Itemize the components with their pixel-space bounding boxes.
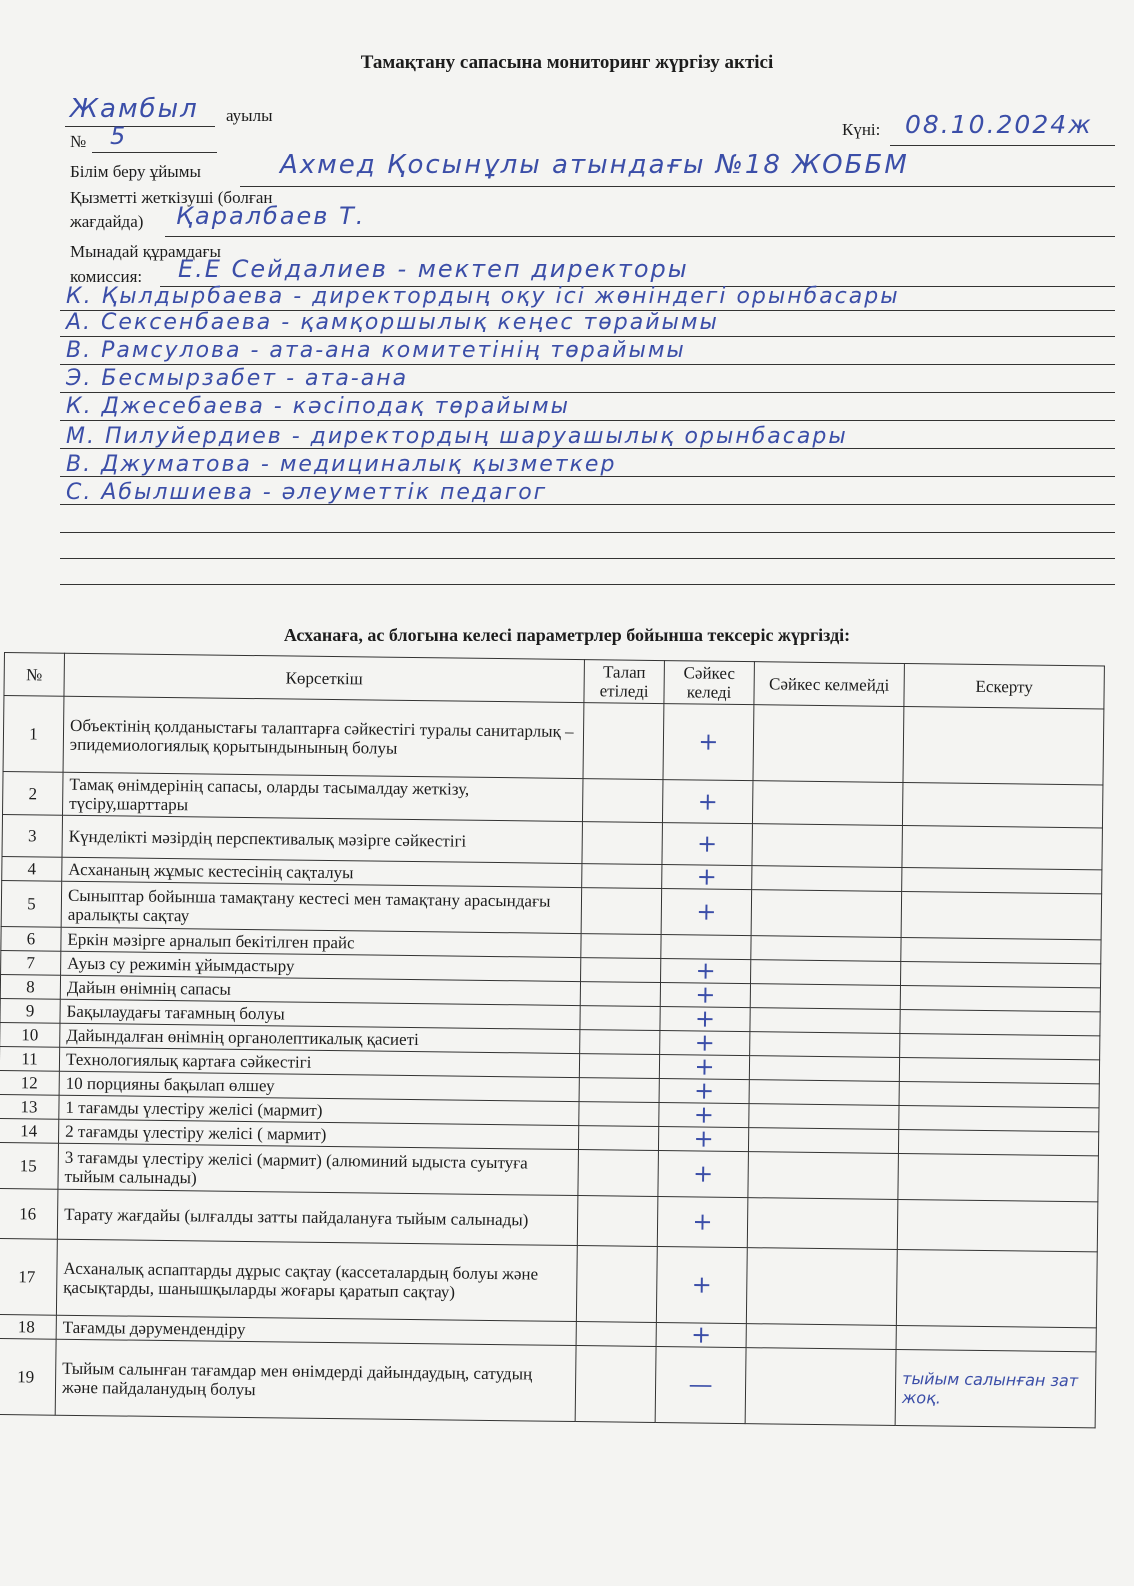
row-note: тыйым салынған зат жоқ. <box>895 1349 1096 1427</box>
row-indicator: Тыйым салынған тағамдар мен өнімдерді дайындаудың, сатудың және пайдаланудың болуы <box>55 1339 576 1421</box>
village-underline <box>65 126 215 127</box>
commission-rule-12 <box>60 584 1115 585</box>
row-noncompliant <box>746 1248 897 1326</box>
provider-value: Қаралбаев Т. <box>176 202 366 230</box>
row-compliant-mark: + <box>659 1079 749 1104</box>
row-required <box>583 703 664 780</box>
row-required <box>579 1102 659 1127</box>
commission-member-4: В. Рамсулова - ата-ана комитетінің төрайымы <box>66 338 686 363</box>
row-num: 13 <box>0 1094 59 1119</box>
row-indicator: Тамақ өнімдерінің сапасы, оларды тасымалдау жеткізу, түсіру,шарттары <box>63 772 583 821</box>
row-note <box>900 985 1100 1011</box>
row-indicator: Технологиялық картаға сәйкестігі <box>59 1047 579 1077</box>
row-required <box>581 934 661 959</box>
row-noncompliant <box>750 1032 900 1058</box>
row-compliant-mark: + <box>661 959 751 984</box>
date-value: 08.10.2024ж <box>905 110 1093 139</box>
row-required <box>576 1246 657 1323</box>
row-required <box>580 1030 660 1055</box>
row-required <box>580 1006 660 1031</box>
row-indicator: Ауыз су режимін ұйымдастыру <box>61 951 581 981</box>
row-indicator: Объектінің қолданыстағы талаптарға сәйкестігі туралы санитарлық – эпидемиологиялық қорытындынының болуы <box>63 696 584 778</box>
row-required <box>581 958 661 983</box>
commission-label-line1: Мынадай құрамдағы <box>70 242 221 261</box>
row-indicator: Еркін мәзірге арналып бекітілген прайс <box>61 927 581 957</box>
village-label: ауылы <box>226 106 273 125</box>
commission-member-7: М. Пилуйердиев - директордың шаруашылық орынбасары <box>66 424 848 449</box>
header-num: № <box>4 653 65 697</box>
commission-member-8: В. Джуматова - медициналық қызметкер <box>66 452 617 477</box>
row-indicator: Күнделікті мәзірдің перспективалық мәзірге сәйкестігі <box>62 815 582 863</box>
row-note <box>900 1033 1100 1059</box>
row-compliant-mark: + <box>660 983 750 1008</box>
row-num: 7 <box>1 950 61 975</box>
commission-member-3: А. Сексенбаева - қамқоршылық кеңес төрайымы <box>66 310 719 335</box>
header-compliant: Сәйкес келеді <box>664 661 755 705</box>
row-noncompliant <box>745 1348 896 1426</box>
commission-rule-11 <box>60 558 1115 559</box>
row-required <box>582 779 663 823</box>
row-noncompliant <box>751 960 901 986</box>
row-note <box>898 1129 1098 1155</box>
row-noncompliant <box>746 1324 896 1350</box>
row-indicator: 1 тағамды үлестіру желісі (мармит) <box>59 1095 579 1125</box>
row-noncompliant <box>751 890 902 938</box>
row-compliant-mark: + <box>662 823 753 866</box>
row-num: 3 <box>2 814 63 857</box>
row-compliant-mark: + <box>662 780 753 824</box>
commission-member-1: Е.Е Сейдалиев - мектеп директоры <box>178 255 689 283</box>
row-note <box>897 1199 1098 1251</box>
row-noncompliant <box>752 866 902 892</box>
commission-rule-7 <box>60 448 1115 449</box>
commission-rule-4 <box>60 364 1115 365</box>
date-label: Күні: <box>842 120 881 139</box>
number-label: № <box>70 132 87 151</box>
row-compliant-mark: + <box>660 1031 750 1056</box>
table-row <box>3 696 1104 785</box>
row-num: 11 <box>0 1046 60 1071</box>
row-note <box>901 937 1101 963</box>
table-row <box>0 1238 1097 1327</box>
org-value: Ахмед Қосынұлы атындағы №18 ЖОББМ <box>280 150 909 180</box>
row-num: 18 <box>0 1314 56 1339</box>
header-note: Ескерту <box>904 664 1105 709</box>
row-note <box>902 867 1102 893</box>
row-num: 5 <box>1 880 62 927</box>
commission-rule-5 <box>60 392 1115 393</box>
row-compliant-mark: + <box>657 1197 748 1248</box>
row-noncompliant <box>750 1008 900 1034</box>
table-caption: Асханаға, ас блогына келесі параметрлер бойынша тексеріс жүргізді: <box>283 625 851 645</box>
row-indicator: Бақылаудағы тағамның болуы <box>60 999 580 1029</box>
row-num: 12 <box>0 1070 59 1095</box>
row-num: 10 <box>0 1022 60 1047</box>
row-note <box>896 1325 1096 1351</box>
row-indicator: Асханалық аспаптарды дұрыс сақтау (кассеталардың болуы және қасықтарды, шанышқыларды жоғары қаратып сақтау) <box>56 1239 577 1321</box>
header-required: Талап етіледі <box>584 660 665 704</box>
row-noncompliant <box>747 1198 898 1250</box>
header-indicator: Көрсеткіш <box>64 653 584 702</box>
row-noncompliant <box>748 1128 898 1154</box>
provider-underline <box>165 236 1115 237</box>
row-indicator: Тарату жағдайы (ылғалды затты пайдалануға тыйым салынады) <box>57 1189 578 1245</box>
row-indicator: Дайындалған өнімнің органолептикалық қасиеті <box>60 1023 580 1053</box>
row-note <box>898 1153 1099 1201</box>
row-indicator: 3 тағамды үлестіру желісі (мармит) (алюминий ыдыста суытуға тыйым салынады) <box>58 1143 579 1195</box>
row-num: 19 <box>0 1338 56 1415</box>
row-note <box>899 1057 1099 1083</box>
org-underline <box>240 186 1115 187</box>
row-num: 1 <box>3 696 64 773</box>
commission-member-2: К. Қылдырбаева - директордың оқу ісі жөніндегі орынбасары <box>66 284 900 309</box>
row-compliant-mark: + <box>659 1055 749 1080</box>
row-required <box>577 1196 658 1247</box>
number-value: 5 <box>110 122 128 150</box>
commission-member-6: К. Джесебаева - кәсіподақ төрайымы <box>66 394 570 419</box>
row-noncompliant <box>748 1152 899 1200</box>
row-compliant-mark: + <box>661 889 752 936</box>
number-underline <box>92 152 217 153</box>
row-num: 9 <box>0 998 60 1023</box>
inspection-table <box>0 652 1105 1428</box>
row-noncompliant <box>749 1080 899 1106</box>
row-note <box>903 706 1104 784</box>
row-noncompliant <box>750 984 900 1010</box>
row-noncompliant <box>751 936 901 962</box>
row-note <box>900 961 1100 987</box>
row-required <box>579 1078 659 1103</box>
row-num: 8 <box>0 974 60 999</box>
row-noncompliant <box>752 781 903 826</box>
row-num: 2 <box>3 771 64 815</box>
provider-label-line2: жағдайда) <box>70 212 144 231</box>
row-required <box>578 1150 659 1197</box>
commission-rule-6 <box>60 420 1115 421</box>
commission-rule-9 <box>60 504 1115 505</box>
row-num: 4 <box>2 856 62 881</box>
row-indicator: Дайын өнімнің сапасы <box>60 975 580 1005</box>
commission-rule-3 <box>60 336 1115 337</box>
row-required <box>582 822 663 865</box>
row-num: 15 <box>0 1142 59 1189</box>
commission-member-5: Э. Бесмырзабет - ата-ана <box>66 366 409 391</box>
row-required <box>576 1322 656 1347</box>
row-num: 16 <box>0 1188 58 1239</box>
provider-label-line1: Қызметті жеткізуші (болған <box>70 188 273 207</box>
row-indicator: 2 тағамды үлестіру желісі ( мармит) <box>59 1119 579 1149</box>
row-noncompliant <box>752 824 903 868</box>
row-noncompliant <box>749 1056 899 1082</box>
row-compliant-mark: + <box>663 704 754 781</box>
row-indicator: Асхананың жұмыс кестесінің сақталуы <box>62 857 582 887</box>
row-compliant-mark: — <box>655 1347 746 1424</box>
row-compliant-mark: + <box>662 865 752 890</box>
row-indicator: Сыныптар бойынша тамақтану кестесі мен тамақтану арасындағы аралықты сақтау <box>61 881 582 933</box>
row-note <box>902 782 1103 827</box>
row-note <box>901 891 1102 939</box>
commission-rule-10 <box>60 532 1115 533</box>
row-compliant-mark: + <box>658 1127 748 1152</box>
row-note <box>900 1009 1100 1035</box>
row-indicator: 10 порцияны бақылап өлшеу <box>59 1071 579 1101</box>
row-note <box>899 1105 1099 1131</box>
village-value: Жамбыл <box>70 94 199 124</box>
row-required <box>575 1346 656 1423</box>
row-num: 6 <box>1 926 61 951</box>
row-note <box>899 1081 1099 1107</box>
org-label: Білім беру ұйымы <box>70 162 201 181</box>
row-required <box>578 1126 658 1151</box>
commission-label-line2: комиссия: <box>70 267 143 286</box>
row-required <box>580 982 660 1007</box>
row-indicator: Тағамды дәрумендендіру <box>56 1315 576 1345</box>
row-required <box>581 888 662 935</box>
row-required <box>582 864 662 889</box>
row-compliant-mark: + <box>656 1323 746 1348</box>
row-num: 14 <box>0 1118 59 1143</box>
commission-rule-8 <box>60 476 1115 477</box>
row-compliant-mark: + <box>656 1247 747 1324</box>
row-noncompliant <box>749 1104 899 1130</box>
row-note <box>896 1249 1097 1327</box>
row-compliant-mark: + <box>659 1103 749 1128</box>
row-compliant-mark: + <box>658 1151 749 1198</box>
row-compliant-mark: + <box>660 1007 750 1032</box>
table-row <box>0 1338 1096 1427</box>
row-required <box>579 1054 659 1079</box>
row-note <box>902 825 1102 869</box>
commission-member-9: С. Абылшиева - әлеуметтік педагог <box>66 480 548 505</box>
row-noncompliant <box>753 705 904 783</box>
date-underline <box>890 145 1115 146</box>
row-num: 17 <box>0 1238 57 1315</box>
header-noncompliant: Сәйкес келмейді <box>754 662 905 707</box>
document-title: Тамақтану сапасына мониторинг жүргізу актісі <box>360 52 774 73</box>
